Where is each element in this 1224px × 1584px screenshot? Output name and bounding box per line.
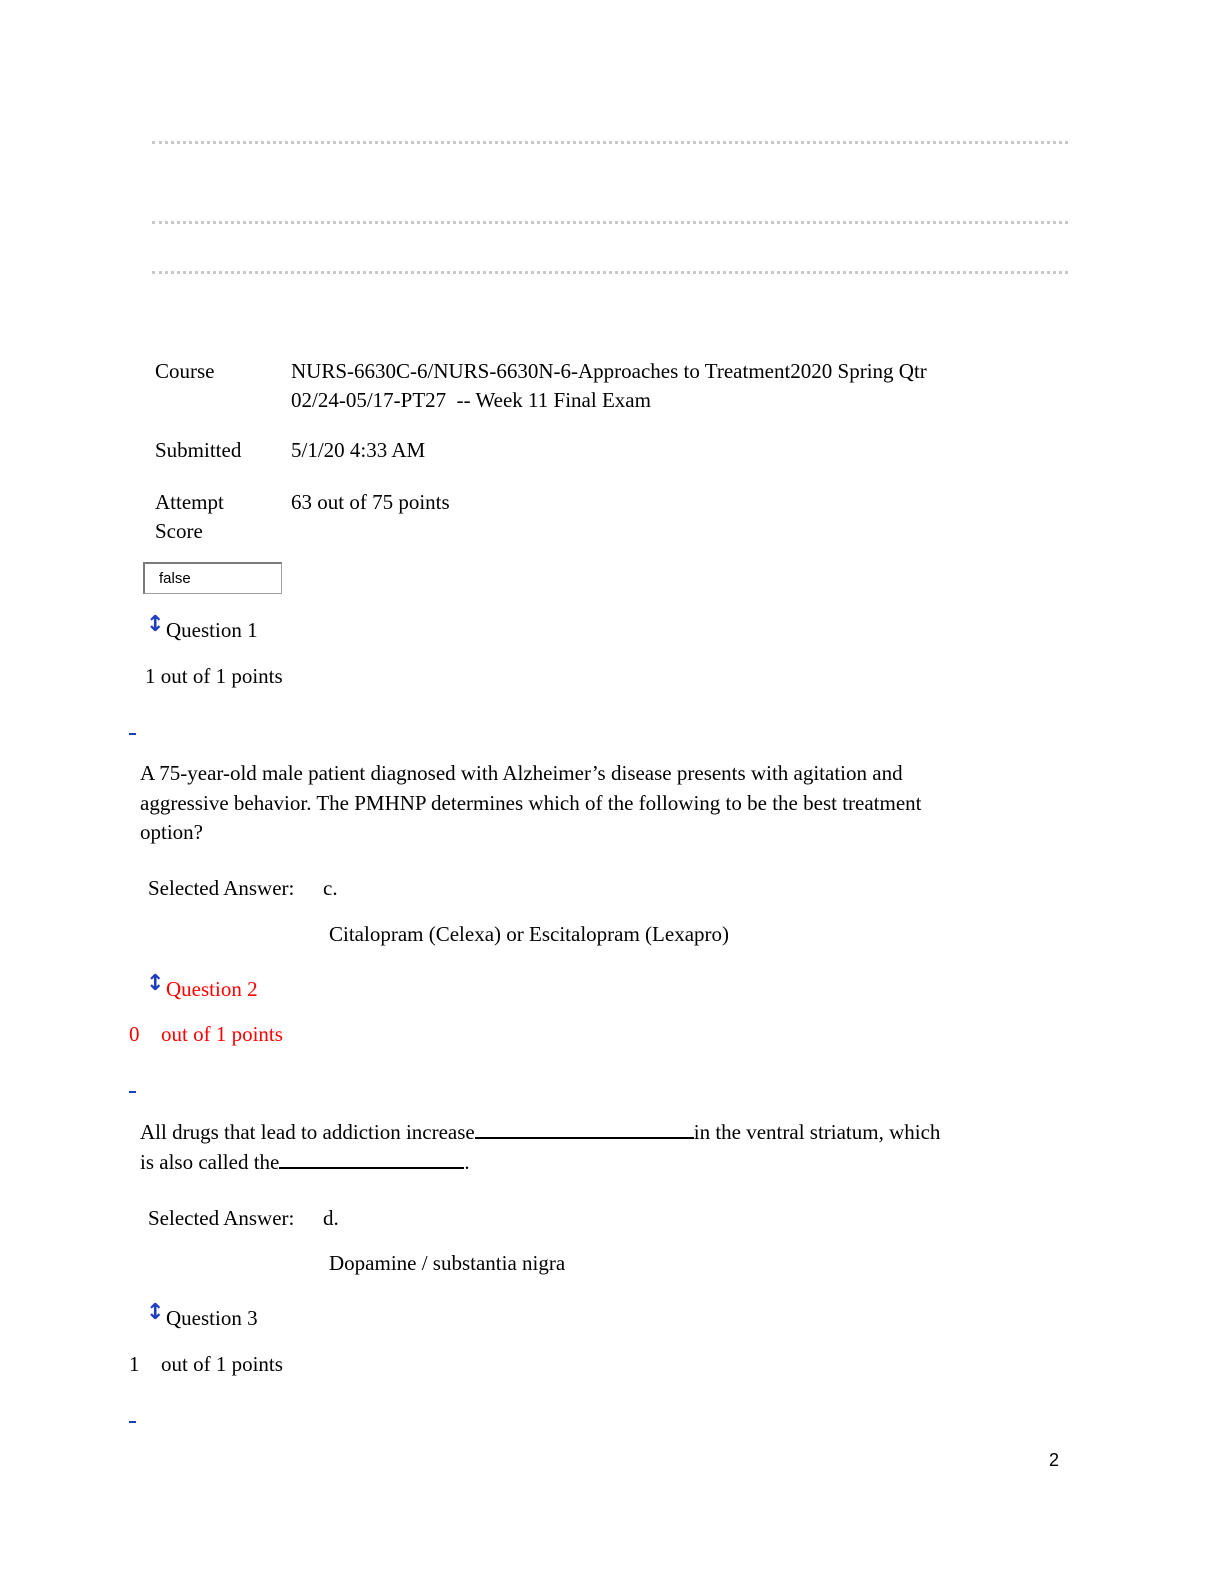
separator — [152, 221, 1068, 224]
question-1-text — [140, 759, 1060, 848]
question-2-answer: Dopamine / substantia nigra — [329, 1251, 566, 1275]
course-value — [291, 357, 927, 415]
question-1-points: 1 out of 1 points — [145, 664, 283, 688]
question-1-title: Question 1 — [166, 618, 258, 642]
expand-collapse-icon[interactable]: ↕ — [146, 1300, 165, 1325]
question-1-text-line2: aggressive behavior. The PMHNP determines which of the following to be the best treatment — [140, 790, 922, 815]
question-2-selected-letter: d. — [323, 1206, 339, 1230]
question-3-points: out of 1 points — [161, 1352, 283, 1376]
question-2-points: out of 1 points — [161, 1022, 283, 1046]
course-value-line2: 02/24-05/17-PT27 -- Week 11 Final Exam — [291, 388, 651, 412]
course-value-line1: NURS-6630C-6/NURS-6630N-6-Approaches to Treatment2020 Spring Qtr — [291, 359, 927, 383]
submitted-value: 5/1/20 4:33 AM — [291, 438, 426, 462]
question-2-selected-label: Selected Answer: — [148, 1206, 295, 1230]
question-2-text-part4: . — [464, 1149, 470, 1174]
expand-collapse-icon[interactable]: ↕ — [146, 612, 165, 637]
attempt-score-label — [155, 488, 224, 546]
question-2-text — [140, 1118, 1060, 1177]
hidden-state-field-value: false — [159, 570, 191, 587]
fill-in-blank — [475, 1119, 694, 1139]
question-3-points-score: 1 — [129, 1352, 140, 1376]
collapse-dash-icon[interactable] — [129, 733, 136, 735]
question-2-points-score: 0 — [129, 1022, 140, 1046]
question-2-text-line2 — [140, 1148, 1060, 1178]
collapse-dash-icon[interactable] — [129, 1091, 136, 1093]
question-2-text-part3: is also called the — [140, 1149, 280, 1174]
question-1-answer: Citalopram (Celexa) or Escitalopram (Lexapro) — [329, 922, 730, 946]
question-2-text-part2: in the ventral striatum, which — [693, 1120, 941, 1144]
page-number: 2 — [1048, 1450, 1059, 1470]
expand-collapse-icon[interactable]: ↕ — [146, 971, 165, 996]
question-3-title: Question 3 — [166, 1306, 258, 1330]
question-2-title: Question 2 — [166, 977, 258, 1001]
submitted-label: Submitted — [155, 438, 242, 462]
question-1-selected-letter: c. — [323, 876, 338, 900]
fill-in-blank — [279, 1149, 464, 1169]
question-1-text-line3: option? — [140, 820, 203, 844]
question-2-text-line1 — [140, 1118, 1060, 1148]
question-1-selected-label: Selected Answer: — [148, 876, 295, 900]
attempt-score-label-line1: Attempt — [155, 490, 224, 514]
separator — [152, 271, 1068, 274]
question-2-text-part1: All drugs that lead to addiction increase — [140, 1120, 475, 1144]
collapse-dash-icon[interactable] — [129, 1421, 136, 1423]
attempt-score-value: 63 out of 75 points — [291, 490, 450, 514]
question-1-text-line1: A 75-year-old male patient diagnosed with Alzheimer’s disease presents with agitation and — [140, 761, 903, 785]
course-label: Course — [155, 359, 215, 383]
attempt-score-label-line2: Score — [155, 519, 203, 543]
hidden-state-field[interactable] — [143, 562, 282, 594]
separator — [152, 141, 1068, 144]
